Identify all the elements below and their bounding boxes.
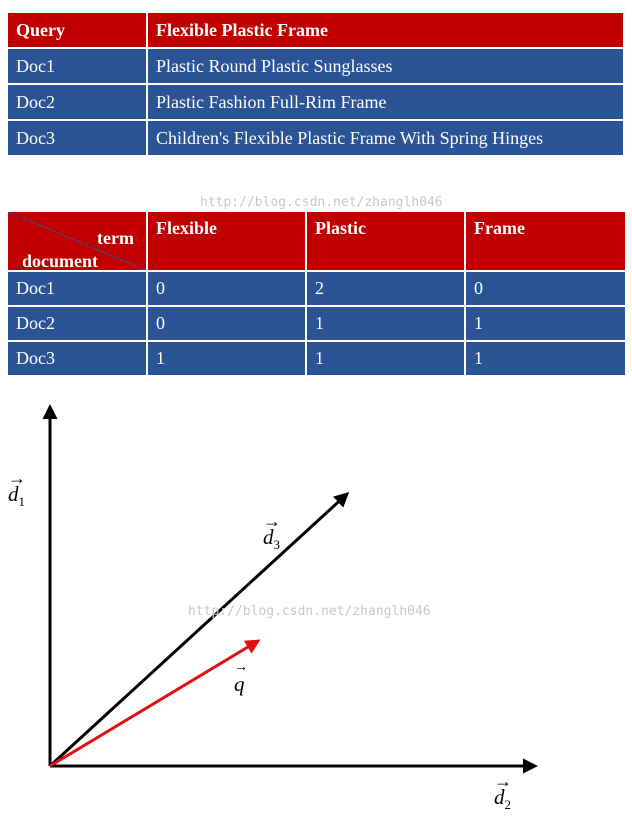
doc-text-cell: Plastic Fashion Full-Rim Frame xyxy=(147,84,624,120)
query-header-row xyxy=(7,12,624,48)
term-header-frame: Frame xyxy=(465,211,626,271)
corner-cell xyxy=(7,211,147,271)
vector-d3-label: → $d_3$ xyxy=(263,511,281,553)
table-row xyxy=(7,84,624,120)
table-row xyxy=(7,120,624,156)
count-cell: 2 xyxy=(306,271,465,306)
corner-document-label: document xyxy=(22,251,98,271)
query-table xyxy=(6,11,625,157)
vector-d3 xyxy=(50,494,347,766)
doc-name-cell: Doc3 xyxy=(7,120,147,156)
doc-name-cell: Doc1 xyxy=(7,271,147,306)
watermark-top: http://blog.csdn.net/zhanglh046 xyxy=(200,195,443,210)
doc-name-cell: Doc3 xyxy=(7,341,147,376)
query-header-text: Flexible Plastic Frame xyxy=(147,12,624,48)
table-row xyxy=(7,271,626,306)
axis-d2-label: → $d_2$ xyxy=(494,771,512,813)
table-row xyxy=(7,48,624,84)
count-cell: 1 xyxy=(306,341,465,376)
doc-text-cell: Plastic Round Plastic Sunglasses xyxy=(147,48,624,84)
watermark-diagram: http://blog.csdn.net/zhanglh046 xyxy=(188,604,431,619)
term-header-plastic: Plastic xyxy=(306,211,465,271)
count-cell: 1 xyxy=(306,306,465,341)
term-header-row xyxy=(7,211,626,271)
vector-space-diagram xyxy=(0,383,632,817)
count-cell: 1 xyxy=(147,341,306,376)
vector-arrow-icon: → xyxy=(263,511,281,531)
vector-arrow-icon: → xyxy=(494,771,512,791)
doc-name-cell: Doc2 xyxy=(7,84,147,120)
count-cell: 1 xyxy=(465,306,626,341)
term-header-flexible: Flexible xyxy=(147,211,306,271)
corner-term-label: term xyxy=(97,228,134,248)
vector-q xyxy=(50,641,258,766)
table-row xyxy=(7,306,626,341)
doc-text-cell: Children's Flexible Plastic Frame With Spring Hinges xyxy=(147,120,624,156)
vector-arrow-icon: → xyxy=(8,468,26,488)
vector-arrow-icon: → xyxy=(234,660,248,675)
doc-name-cell: Doc1 xyxy=(7,48,147,84)
count-cell: 0 xyxy=(465,271,626,306)
count-cell: 0 xyxy=(147,306,306,341)
count-cell: 0 xyxy=(147,271,306,306)
axis-d1-label: → $d_1$ xyxy=(8,468,26,510)
doc-name-cell: Doc2 xyxy=(7,306,147,341)
table-row xyxy=(7,341,626,376)
count-cell: 1 xyxy=(465,341,626,376)
query-header-label: Query xyxy=(7,12,147,48)
vector-q-label: → q xyxy=(234,660,248,696)
term-document-table xyxy=(6,210,627,377)
